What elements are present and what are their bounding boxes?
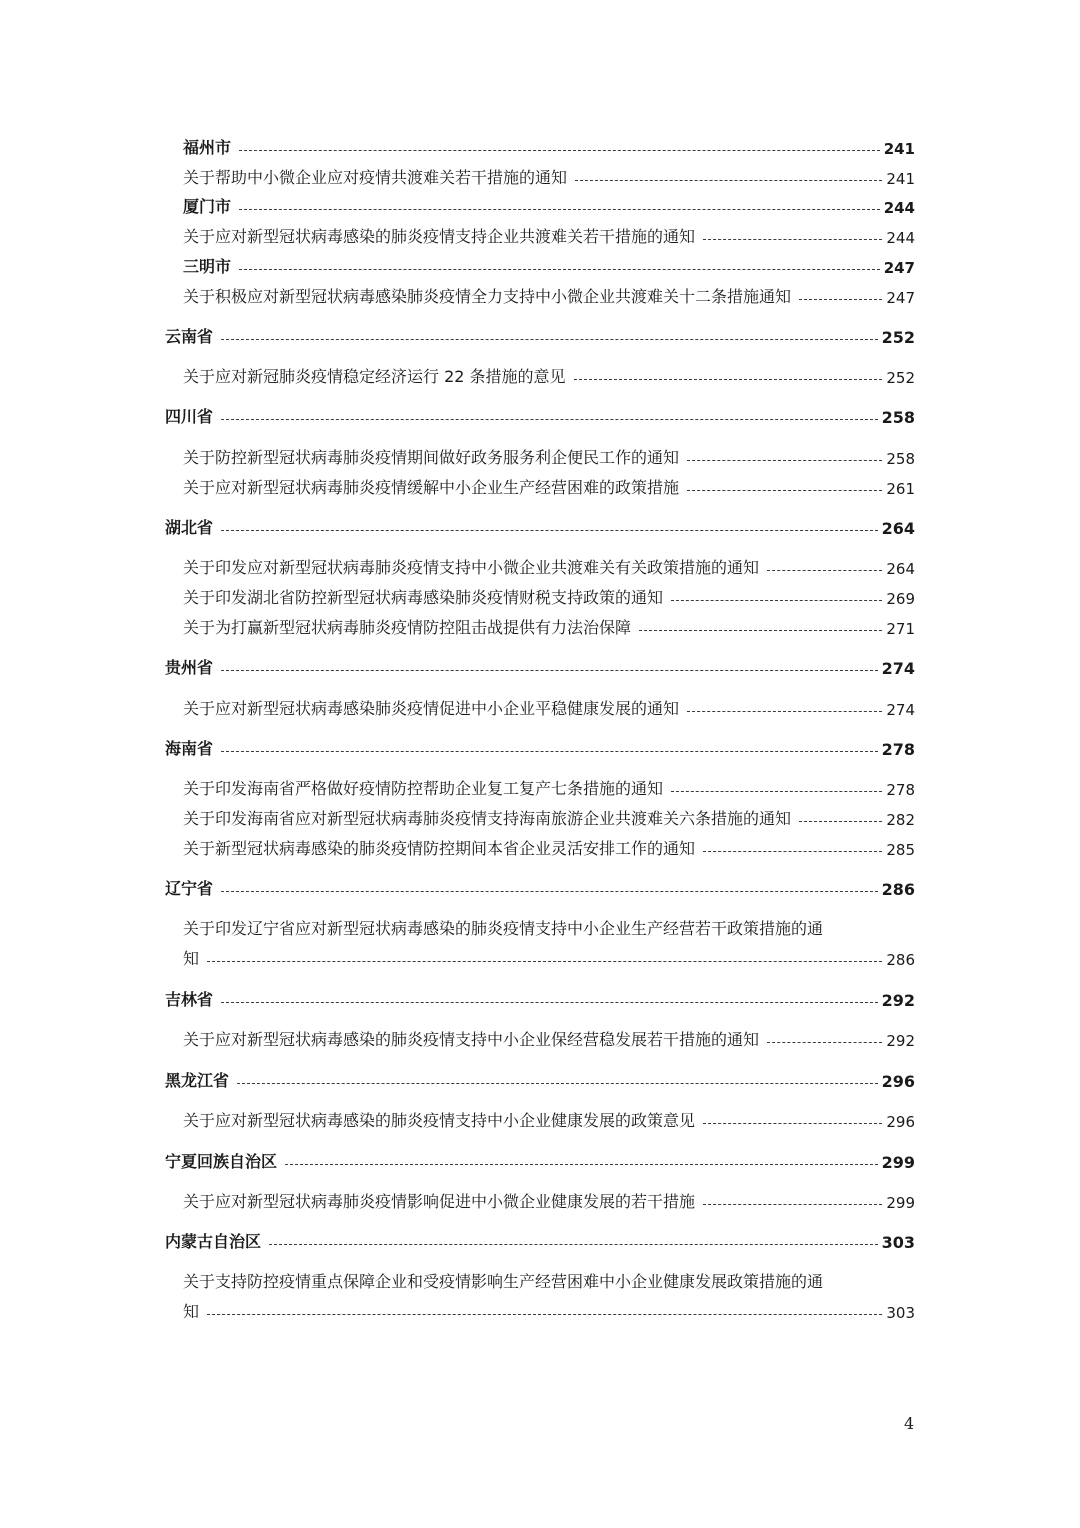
toc-entry-page: 258 (881, 408, 915, 427)
toc-entry-title: 吉林省 (165, 990, 214, 1009)
toc-province-heading[interactable] (165, 512, 915, 538)
dot-leader (221, 419, 878, 420)
toc-entry-page: 269 (886, 590, 915, 608)
dot-leader (221, 751, 878, 752)
toc-entry[interactable] (183, 612, 915, 638)
toc-entry-title: 关于应对新型冠状病毒感染的肺炎疫情支持中小企业健康发展的政策意见 (183, 1111, 696, 1130)
dot-leader (703, 239, 882, 240)
dot-leader (207, 1314, 882, 1315)
toc-entry-title: 宁夏回族自治区 (165, 1152, 278, 1171)
toc-entry-page: 247 (883, 259, 915, 277)
toc-entry-page: 303 (881, 1233, 915, 1252)
toc-entry-title-line[interactable] (183, 1266, 915, 1292)
dot-leader (207, 961, 882, 962)
dot-leader (221, 891, 878, 892)
toc-entry-page: 252 (881, 328, 915, 347)
toc-entry-page: 261 (886, 480, 915, 498)
toc-entry-title: 贵州省 (165, 658, 214, 677)
toc-entry-title: 关于支持防控疫情重点保障企业和受疫情影响生产经营困难中小企业健康发展政策措施的通 (183, 1272, 824, 1291)
dot-leader (687, 490, 882, 491)
toc-entry-title: 关于新型冠状病毒感染的肺炎疫情防控期间本省企业灵活安排工作的通知 (183, 839, 696, 858)
toc-entry-page: 241 (883, 140, 915, 158)
toc-entry[interactable] (183, 943, 915, 969)
dot-leader (687, 460, 882, 461)
toc-entry-page: 241 (886, 170, 915, 188)
dot-leader (269, 1244, 878, 1245)
toc-entry-page: 286 (886, 951, 915, 969)
toc-entry-page: 292 (881, 991, 915, 1010)
toc-city-heading[interactable] (183, 251, 915, 277)
dot-leader (239, 150, 880, 151)
toc-entry-title: 海南省 (165, 739, 214, 758)
dot-leader (221, 339, 878, 340)
toc-entry-page: 286 (881, 880, 915, 899)
toc-province-heading[interactable] (165, 1065, 915, 1091)
toc-entry-title: 关于印发湖北省防控新型冠状病毒感染肺炎疫情财税支持政策的通知 (183, 588, 664, 607)
toc-entry[interactable] (183, 281, 915, 307)
toc-entry[interactable] (183, 1186, 915, 1212)
toc-entry-page: 252 (886, 369, 915, 387)
toc-entry[interactable] (183, 693, 915, 719)
dot-leader (639, 630, 882, 631)
toc-entry[interactable] (183, 582, 915, 608)
toc-entry-title: 关于积极应对新型冠状病毒感染肺炎疫情全力支持中小微企业共渡难关十二条措施通知 (183, 287, 792, 306)
toc-entry[interactable] (183, 1105, 915, 1131)
toc-entry[interactable] (183, 472, 915, 498)
dot-leader (799, 299, 882, 300)
dot-leader (574, 379, 883, 380)
toc-entry-title: 关于应对新型冠状病毒肺炎疫情缓解中小企业生产经营困难的政策措施 (183, 478, 680, 497)
toc-entry-page: 299 (886, 1194, 915, 1212)
toc-entry-title: 关于为打赢新型冠状病毒肺炎疫情防控阻击战提供有力法治保障 (183, 618, 632, 637)
toc-entry[interactable] (183, 1296, 915, 1322)
toc-entry-title: 关于印发应对新型冠状病毒肺炎疫情支持中小微企业共渡难关有关政策措施的通知 (183, 558, 760, 577)
toc-entry-title: 关于帮助中小微企业应对疫情共渡难关若干措施的通知 (183, 168, 568, 187)
toc-province-heading[interactable] (165, 1226, 915, 1252)
toc-entry-page: 244 (886, 229, 915, 247)
toc-province-heading[interactable] (165, 1146, 915, 1172)
toc-entry-title: 云南省 (165, 327, 214, 346)
toc-entry-title: 关于防控新型冠状病毒肺炎疫情期间做好政务服务利企便民工作的通知 (183, 448, 680, 467)
toc-entry-title: 关于应对新型冠状病毒感染肺炎疫情促进中小企业平稳健康发展的通知 (183, 699, 680, 718)
toc-entry-title: 湖北省 (165, 518, 214, 537)
dot-leader (285, 1164, 878, 1165)
dot-leader (671, 791, 882, 792)
dot-leader (221, 530, 878, 531)
toc-entry-page: 282 (886, 811, 915, 829)
toc-province-heading[interactable] (165, 873, 915, 899)
toc-entry-page: 278 (886, 781, 915, 799)
toc-entry-page: 299 (881, 1153, 915, 1172)
toc-entry-page: 303 (886, 1304, 915, 1322)
toc-entry[interactable] (183, 442, 915, 468)
toc-entry[interactable] (183, 1024, 915, 1050)
dot-leader (239, 209, 880, 210)
toc-entry-page: 296 (886, 1113, 915, 1131)
toc-entry-page: 271 (886, 620, 915, 638)
toc-entry-page: 247 (886, 289, 915, 307)
dot-leader (703, 1204, 882, 1205)
toc-entry-title: 关于应对新冠肺炎疫情稳定经济运行 22 条措施的意见 (183, 367, 566, 386)
toc-entry[interactable] (183, 803, 915, 829)
toc-province-heading[interactable] (165, 984, 915, 1010)
dot-leader (767, 570, 882, 571)
toc-entry-title: 关于印发辽宁省应对新型冠状病毒感染的肺炎疫情支持中小企业生产经营若干政策措施的通 (183, 919, 824, 938)
toc-entry-page: 264 (886, 560, 915, 578)
toc-entry-page: 278 (881, 740, 915, 759)
dot-leader (221, 670, 878, 671)
toc-province-heading[interactable] (165, 733, 915, 759)
toc-province-heading[interactable] (165, 321, 915, 347)
toc-entry-title-continued: 知 (183, 1302, 200, 1321)
toc-entry-title: 关于印发海南省严格做好疫情防控帮助企业复工复产七条措施的通知 (183, 779, 664, 798)
toc-province-heading[interactable] (165, 401, 915, 427)
toc-entry-title: 关于应对新型冠状病毒肺炎疫情影响促进中小微企业健康发展的若干措施 (183, 1192, 696, 1211)
toc-entry[interactable] (183, 162, 915, 188)
dot-leader (767, 1042, 882, 1043)
toc-entry[interactable] (183, 221, 915, 247)
dot-leader (703, 1123, 882, 1124)
toc-entry-title: 辽宁省 (165, 879, 214, 898)
toc-entry-title: 内蒙古自治区 (165, 1232, 262, 1251)
dot-leader (237, 1083, 878, 1084)
toc-entry-title: 福州市 (183, 138, 232, 157)
toc-entry-title: 关于应对新型冠状病毒感染的肺炎疫情支持中小企业保经营稳发展若干措施的通知 (183, 1030, 760, 1049)
toc-entry-title: 四川省 (165, 407, 214, 426)
toc-entry[interactable] (183, 833, 915, 859)
toc-entry-page: 285 (886, 841, 915, 859)
toc-entry-title-line[interactable] (183, 913, 915, 939)
toc-entry[interactable] (183, 552, 915, 578)
toc-entry-title: 关于印发海南省应对新型冠状病毒肺炎疫情支持海南旅游企业共渡难关六条措施的通知 (183, 809, 792, 828)
toc-entry[interactable] (183, 773, 915, 799)
toc-entry-page: 264 (881, 519, 915, 538)
dot-leader (687, 711, 882, 712)
toc-entry-page: 274 (881, 659, 915, 678)
toc-entry-page: 296 (881, 1072, 915, 1091)
dot-leader (703, 851, 882, 852)
toc-province-heading[interactable] (165, 652, 915, 678)
dot-leader (575, 180, 882, 181)
dot-leader (799, 821, 882, 822)
toc-entry-title-continued: 知 (183, 949, 200, 968)
toc-city-heading[interactable] (183, 132, 915, 158)
toc-entry-title: 厦门市 (183, 197, 232, 216)
toc-entry-page: 244 (883, 199, 915, 217)
toc-entry-page: 274 (886, 701, 915, 719)
toc-entry-page: 258 (886, 450, 915, 468)
toc-entry-title: 黑龙江省 (165, 1071, 230, 1090)
dot-leader (239, 269, 880, 270)
dot-leader (671, 600, 882, 601)
toc-entry[interactable] (183, 361, 915, 387)
toc-entry-title: 关于应对新型冠状病毒感染的肺炎疫情支持企业共渡难关若干措施的通知 (183, 227, 696, 246)
dot-leader (221, 1002, 878, 1003)
toc-entry-title: 三明市 (183, 257, 232, 276)
toc-city-heading[interactable] (183, 191, 915, 217)
page-number: 4 (904, 1414, 915, 1433)
toc-entry-page: 292 (886, 1032, 915, 1050)
